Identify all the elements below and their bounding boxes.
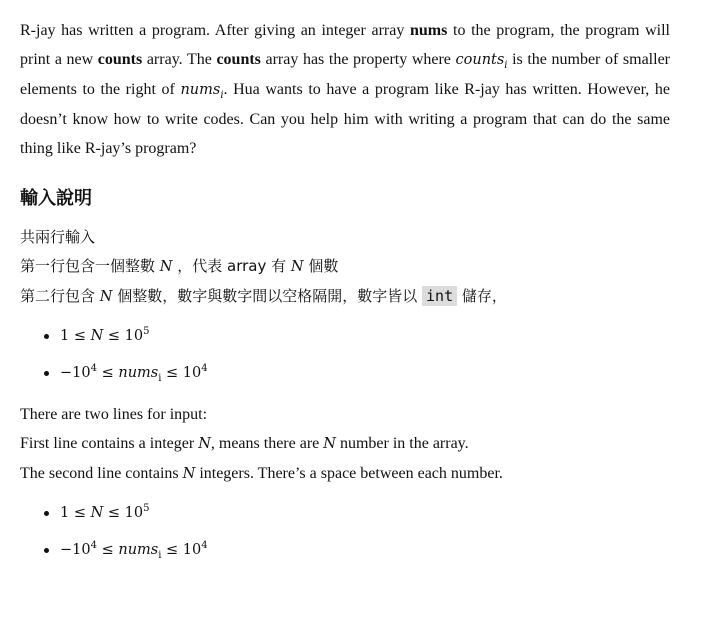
constraints-list-en	[20, 503, 670, 561]
math-text: ≤ 10	[161, 365, 202, 381]
en-line-2	[20, 429, 670, 459]
problem-description	[20, 16, 670, 163]
math-subscript: i	[158, 372, 162, 384]
zh-text: 個數	[303, 257, 339, 275]
intro-text-6: . Hua wants to have a program like R-jay has written. However, he doesn’t know how to write codes. Can you help him with writing a program that can do the same thing like R-jay’s program?	[20, 81, 670, 157]
constraint-n	[44, 326, 670, 347]
intro-text-3: array. The	[142, 51, 217, 68]
math-exponent: 4	[201, 363, 208, 375]
constraint-nums	[44, 540, 670, 561]
problem-content	[20, 16, 670, 577]
input-desc-line-1: 共兩行輸入	[20, 228, 96, 246]
math-var-n: N	[323, 436, 336, 452]
math-var-nums: nums	[118, 542, 159, 558]
math-var-n: N	[90, 505, 104, 521]
math-text: −10	[60, 365, 91, 381]
math-base: nums	[180, 82, 221, 98]
en-text: , means there are	[210, 435, 324, 452]
intro-text-4: array has the property where	[260, 51, 456, 68]
math-text: 1 ≤	[60, 328, 91, 344]
math-exponent: 4	[201, 540, 208, 552]
en-text: number in the array.	[335, 435, 469, 452]
input-section-heading: 輸入說明	[20, 188, 92, 209]
math-base: counts	[455, 52, 505, 68]
counts-keyword: counts	[216, 51, 261, 68]
bullet-icon	[44, 548, 49, 553]
math-text: ≤	[96, 542, 119, 558]
nums-keyword: nums	[410, 22, 448, 39]
intro-text-1: R-jay has written a program. After giving an integer array	[20, 22, 410, 39]
en-text: The second line contains	[20, 465, 183, 482]
zh-text: 儲存，	[457, 287, 507, 305]
constraint-n	[44, 503, 670, 524]
math-text: 1 ≤	[60, 505, 91, 521]
bullet-icon	[44, 334, 49, 339]
math-var-n: N	[290, 259, 304, 275]
math-exponent: 4	[90, 363, 97, 375]
en-line-3	[20, 459, 670, 489]
bullet-icon	[44, 371, 49, 376]
input-desc-line-3	[20, 282, 670, 312]
en-line-1: There are two lines for input:	[20, 406, 208, 423]
math-text: ≤ 10	[161, 542, 202, 558]
zh-text: 個整數，數字與數字間以空格隔開，數字皆以	[112, 287, 423, 305]
counts-keyword: counts	[97, 51, 143, 68]
zh-text: 第二行包含	[20, 287, 100, 305]
math-var-n: N	[159, 259, 173, 275]
math-var-nums: nums	[118, 365, 159, 381]
intro-text-5: is the number of smaller elements to the right of	[20, 51, 671, 98]
math-text: ≤ 10	[103, 505, 144, 521]
constraint-nums	[44, 363, 670, 384]
bullet-icon	[44, 511, 49, 516]
math-text: ≤	[96, 365, 119, 381]
math-var-n: N	[182, 466, 196, 482]
math-exponent: 5	[143, 326, 150, 338]
math-exponent: 5	[143, 503, 150, 515]
math-text: ≤ 10	[103, 328, 144, 344]
input-desc-english	[20, 400, 670, 489]
zh-text: ，代表 array 有	[172, 257, 291, 275]
math-exponent: 4	[90, 540, 97, 552]
constraints-list-zh	[20, 326, 670, 384]
math-var-n: N	[90, 328, 104, 344]
math-subscript: i	[504, 59, 508, 71]
math-subscript: i	[158, 549, 162, 561]
int-code-snippet: int	[422, 286, 457, 306]
en-text: First line contains a integer	[20, 435, 199, 452]
math-text: −10	[60, 542, 91, 558]
zh-text: 第一行包含一個整數	[20, 257, 160, 275]
math-var-n: N	[198, 436, 211, 452]
math-subscript: i	[220, 89, 224, 101]
math-var-n: N	[99, 289, 113, 305]
nums-i-math	[180, 82, 224, 101]
intro-text-2: to the program, the program will print a new	[20, 22, 670, 68]
input-desc-line-2	[20, 252, 670, 282]
en-text: integers. There’s a space between each number.	[195, 465, 503, 482]
counts-i-math	[455, 52, 508, 71]
